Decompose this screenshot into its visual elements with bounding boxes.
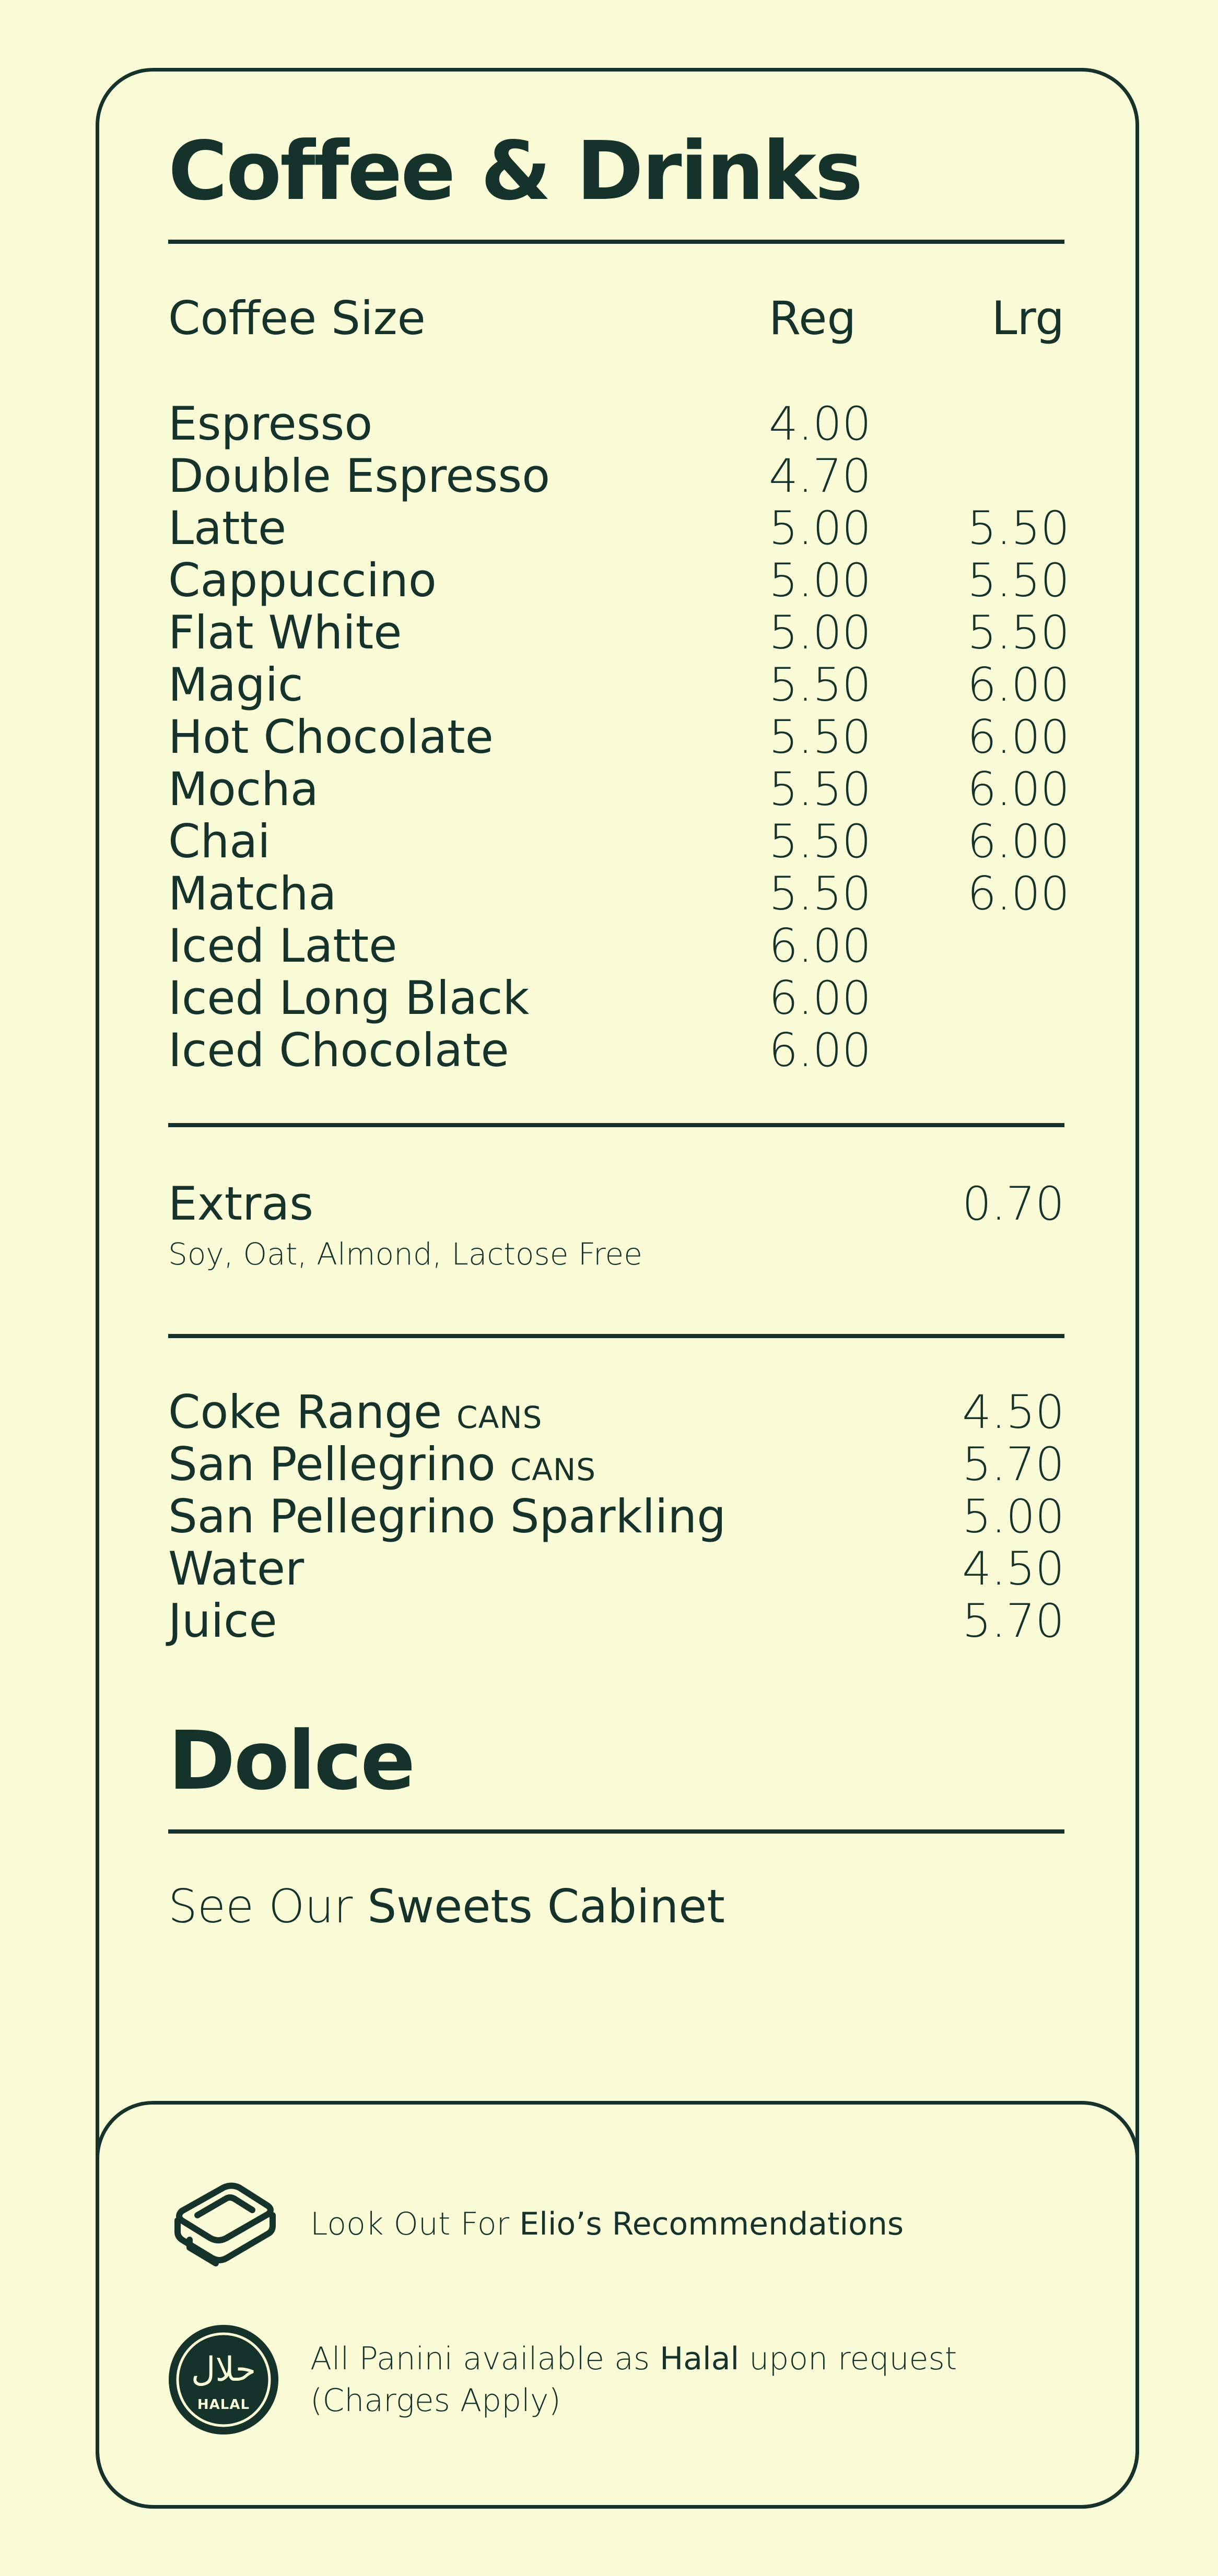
coffee-size-header xyxy=(168,292,1064,345)
large-price: 6.00 xyxy=(967,710,1070,764)
drink-name: San Pellegrino Sparkling xyxy=(168,1490,727,1543)
regular-price: 5.50 xyxy=(769,658,871,712)
halal-line-1-light: All Panini available as xyxy=(310,2341,660,2377)
drink-name-wrap xyxy=(168,1491,908,1543)
dolce-section-title: Dolce xyxy=(168,1714,414,1808)
drink-name: Juice xyxy=(168,1594,277,1648)
menu-item-row xyxy=(168,553,1070,607)
halal-line-1-end: upon request xyxy=(739,2341,957,2377)
divider xyxy=(168,240,1064,244)
menu-item-name: Iced Latte xyxy=(168,919,397,973)
sandwich-icon xyxy=(166,2175,281,2274)
halal-text xyxy=(310,2338,957,2421)
halal-line-1 xyxy=(310,2338,957,2380)
recommendation-text xyxy=(310,2203,904,2245)
drink-name-wrap xyxy=(168,1595,908,1647)
drink-row xyxy=(168,1438,1064,1491)
menu-item-row xyxy=(168,710,1070,764)
drink-row xyxy=(168,1386,1064,1438)
menu-item-row xyxy=(168,658,1070,712)
drink-tag: CANS xyxy=(510,1452,596,1487)
regular-price: 5.00 xyxy=(769,553,871,607)
large-price: 5.50 xyxy=(967,606,1070,659)
dolce-note-light: See Our xyxy=(168,1880,368,1933)
extras-row xyxy=(168,1178,1064,1230)
large-price: 5.50 xyxy=(967,501,1070,555)
dolce-note xyxy=(168,1880,1064,1933)
drinks-list xyxy=(168,1386,1064,1647)
menu-item-row xyxy=(168,920,1064,972)
extras-label: Extras xyxy=(168,1177,314,1231)
menu-footer-panel xyxy=(96,2101,1139,2509)
menu-item-name: Hot Chocolate xyxy=(168,710,494,764)
recommendation-light: Look Out For xyxy=(310,2206,520,2242)
drink-name-wrap xyxy=(168,1386,908,1444)
drink-price: 5.00 xyxy=(962,1490,1064,1543)
menu-item-name: Cappuccino xyxy=(168,553,437,607)
drink-price: 5.70 xyxy=(962,1437,1064,1491)
halal-line-2: (Charges Apply) xyxy=(310,2382,561,2419)
menu-item-row xyxy=(168,501,1070,555)
menu-item-row xyxy=(168,814,1070,868)
coffee-size-label: Coffee Size xyxy=(168,291,426,345)
extras-note: Soy, Oat, Almond, Lactose Free xyxy=(168,1236,642,1272)
coffee-section-title: Coffee & Drinks xyxy=(168,124,862,218)
halal-badge-icon xyxy=(166,2322,281,2437)
drink-name: San Pellegrino xyxy=(168,1437,496,1491)
menu-item-row xyxy=(168,762,1070,816)
drink-name: Water xyxy=(168,1542,304,1596)
menu-item-name: Espresso xyxy=(168,397,373,451)
menu-item-name: Iced Chocolate xyxy=(168,1023,509,1077)
coffee-list xyxy=(168,397,1070,1077)
reg-column-label: Reg xyxy=(769,291,857,345)
divider xyxy=(168,1334,1064,1338)
menu-item-row xyxy=(168,972,1064,1024)
regular-price: 6.00 xyxy=(769,1023,871,1077)
drink-name-wrap xyxy=(168,1543,908,1595)
drink-price: 5.70 xyxy=(962,1594,1064,1648)
large-price: 6.00 xyxy=(967,814,1070,868)
menu-item-name: Double Espresso xyxy=(168,449,551,503)
dolce-section-title-wrap xyxy=(168,1714,1064,1808)
drink-price: 4.50 xyxy=(962,1542,1064,1596)
menu-item-name: Chai xyxy=(168,814,271,868)
regular-price: 5.00 xyxy=(769,606,871,659)
extras-section xyxy=(168,1178,1064,1272)
regular-price: 5.50 xyxy=(769,762,871,816)
menu-item-row xyxy=(168,867,1070,920)
menu-item-name: Latte xyxy=(168,501,287,555)
menu-item-row xyxy=(168,1024,1064,1077)
extras-price: 0.70 xyxy=(962,1177,1064,1231)
menu-item-name: Iced Long Black xyxy=(168,971,530,1025)
halal-line-1-bold: Halal xyxy=(660,2341,740,2377)
menu-item-row xyxy=(168,398,1064,450)
table-header-row xyxy=(168,292,1064,345)
drink-row xyxy=(168,1595,1064,1647)
menu-item-row xyxy=(168,450,1064,502)
large-price: 6.00 xyxy=(967,867,1070,920)
menu-item-name: Flat White xyxy=(168,606,402,659)
regular-price: 6.00 xyxy=(769,971,871,1025)
drink-name: Coke Range xyxy=(168,1385,442,1439)
regular-price: 4.00 xyxy=(769,397,871,451)
large-price: 6.00 xyxy=(967,762,1070,816)
divider xyxy=(168,1829,1064,1834)
drink-tag: CANS xyxy=(456,1400,543,1435)
large-price: 5.50 xyxy=(967,553,1070,607)
drink-price: 4.50 xyxy=(962,1385,1064,1439)
regular-price: 5.00 xyxy=(769,501,871,555)
halal-note xyxy=(166,2322,957,2437)
divider xyxy=(168,1123,1064,1127)
regular-price: 4.70 xyxy=(769,449,871,503)
halal-badge-text: HALAL xyxy=(197,2397,250,2413)
coffee-section-title-wrap xyxy=(168,124,1064,218)
regular-price: 6.00 xyxy=(769,919,871,973)
menu-item-row xyxy=(168,606,1070,659)
lrg-column-label: Lrg xyxy=(991,291,1064,345)
menu-item-name: Matcha xyxy=(168,867,337,920)
drink-row xyxy=(168,1543,1064,1595)
large-price: 6.00 xyxy=(967,658,1070,712)
recommendation-bold: Elio’s Recommendations xyxy=(519,2206,904,2242)
halal-arabic-text: حلال xyxy=(191,2350,256,2389)
menu-item-name: Magic xyxy=(168,658,303,712)
menu-item-name: Mocha xyxy=(168,762,319,816)
recommendation-note xyxy=(166,2175,904,2274)
drink-row xyxy=(168,1491,1064,1543)
dolce-note-bold: Sweets Cabinet xyxy=(367,1880,725,1933)
regular-price: 5.50 xyxy=(769,814,871,868)
regular-price: 5.50 xyxy=(769,710,871,764)
drink-name-wrap xyxy=(168,1438,908,1496)
regular-price: 5.50 xyxy=(769,867,871,920)
